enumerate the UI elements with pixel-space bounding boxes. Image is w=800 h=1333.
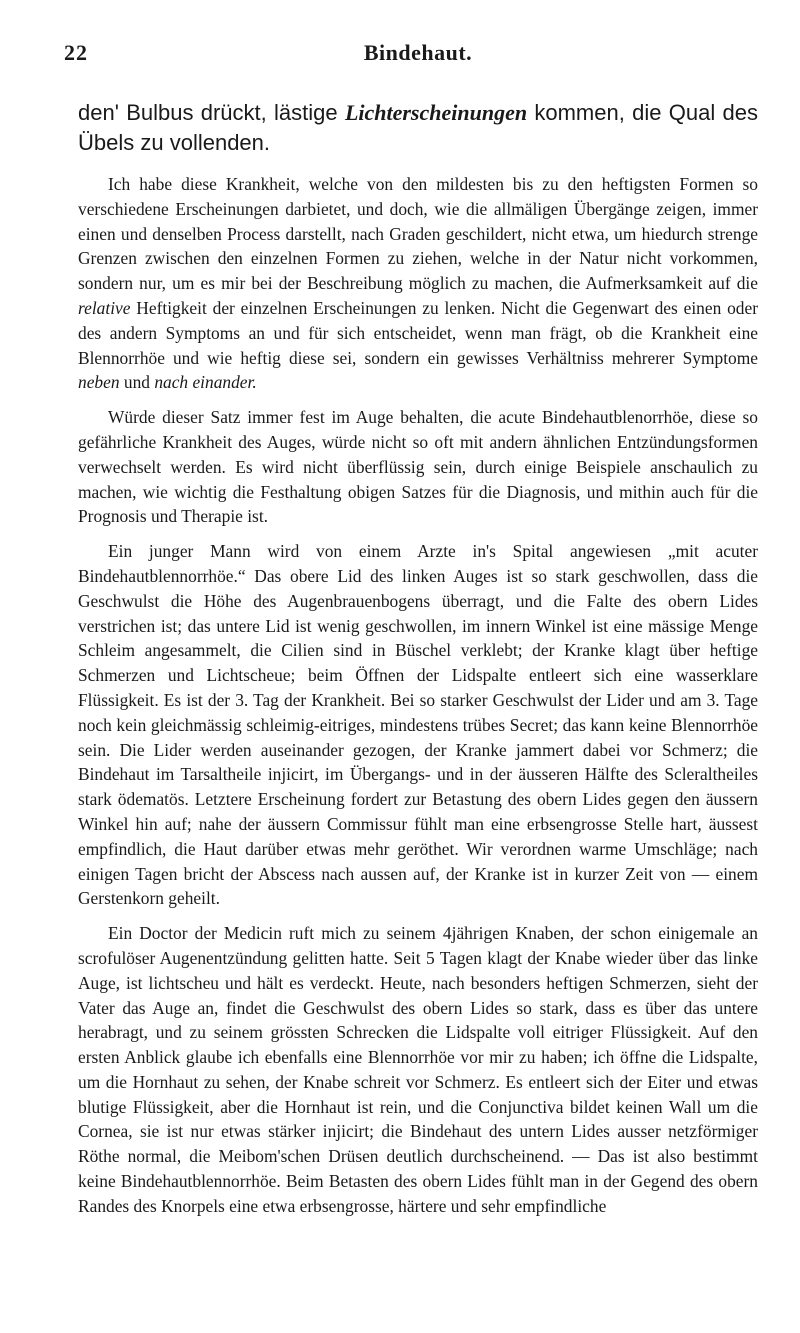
paragraph-1-part-c: und [119, 372, 155, 393]
running-head: Bindehaut. [363, 40, 473, 65]
paragraph-1-emphasis-nach-einander: nach einander. [154, 372, 257, 393]
paragraph-1-part-a: Ich habe diese Krankheit, welche von den mildesten bis zu den heftigsten Formen so verschiedene Erscheinungen darbietet, und doch, wie die allmäligen Übergänge zeigen, immer einen und denselben Process darstellt, nach Graden geschildert, nicht etwa, um hiedurch strenge Grenzen zwischen den einzelnen Formen zu ziehen, welche in der Natur nicht vorkommen, sondern nur, um es mir bei der Beschreibung möglich zu machen, die Aufmerksamkeit auf die [78, 174, 758, 294]
paragraph-1-emphasis-relative: relative [78, 297, 131, 318]
lead-text-start: den' Bulbus drückt, lästige [78, 100, 345, 125]
paragraph-3: Ein junger Mann wird von einem Arzte in's Spital angewiesen „mit acuter Bindehautblennorrhöe.“ Das obere Lid des linken Auges ist so stark geschwollen, dass die Geschwulst die Höhe des Augenbrauenbogens überragt, und die Falte des obern Lides verstrichen ist; das untere Lid ist wenig geschwollen, im innern Winkel ist eine mässige Menge Schleim angesammelt, die Cilien sind in Büschel verklebt; der Kranke klagt über heftige Schmerzen und Lichtscheue; beim Öffnen der Lidspalte entleert sich eine wasserklare Flüssigkeit. Es ist der 3. Tag der Krankheit. Bei so starker Geschwulst der Lider und am 3. Tage noch kein gleichmässig schleimig-eitriges, mindestens trübes Secret; das kann keine Blennorrhöe sein. Die Lider werden auseinander gezogen, der Kranke jammert dabei vor Schmerz; die Bindehaut im Tarsaltheile injicirt, im Übergangs- und in der äusseren Hälfte des Scleraltheiles stark ödematös. Letztere Erscheinung fordert zur Betastung des obern Lides gegen den äussern Winkel hin auf; nahe der äussern Commissur fühlt man eine erbsengrosse Stelle hart, äussest empfindlich, die Haut darüber etwas mehr geröthet. Wir verordnen warme Umschläge; nach einigen Tagen bricht der Abscess nach aussen auf, der Kranke ist in kurzer Zeit von — einem Gerstenkorn geheilt. [78, 541, 758, 909]
lead-text-end: kommen, die Qual des Übels zu vollenden. [78, 100, 758, 155]
paragraph-4: Ein Doctor der Medicin ruft mich zu seinem 4jährigen Knaben, der schon einigemale an scrofulöser Augenentzündung gelitten hatte. Seit 5 Tagen klagt der Knabe wieder über das linke Auge, ist lichtscheu und hält es verdeckt. Heute, nach besonders heftigen Schmerzen, sieht der Vater das Auge an, findet die Geschwulst des obern Lides so stark, dass es über das untere herabragt, und zu seinem grössten Schrecken die Lidspalte voll eitriger Flüssigkeit. Auf den ersten Anblick glaube ich ebenfalls eine Blennorrhöe vor mir zu haben; ich öffne die Lidspalte, um die Hornhaut zu sehen, der Knabe schreit vor Schmerz. Es entleert sich der Eiter und etwas blutige Flüssigkeit, aber die Hornhaut ist rein, und die Conjunctiva bildet keinen Wall um die Cornea, sie ist nur etwas stärker injicirt; die Bindehaut des untern Lides ausser netzförmiger Röthe normal, die Meibom'schen Drüsen deutlich durchscheinend. — Das ist also bestimmt keine Bindehautblennorrhöe. Beim Betasten des obern Lides fühlt man in der Gegend des obern Randes des Knorpels eine etwa erbsengrosse, härtere und sehr empfindliche [78, 923, 758, 1216]
page-number: 22 [64, 40, 88, 65]
paragraph-1 [78, 172, 758, 395]
continuation-paragraph [78, 98, 758, 158]
book-page [64, 40, 758, 1223]
paragraph-1-part-b: Heftigkeit der einzelnen Erscheinungen zu lenken. Nicht die Gegenwart des einen oder des andern Symptoms an und für sich entscheidet, wenn man frägt, ob die Krankheit eine Blennorrhöe und wie heftig diese sei, sondern ein gewisses Verhältniss mehrerer Symptome [78, 297, 758, 368]
paragraph-2: Würde dieser Satz immer fest im Auge behalten, die acute Bindehautblenorrhöe, diese so gefährliche Krankheit des Auges, würde nicht so oft mit andern ähnlichen Entzündungsformen verwechselt werden. Es wird nicht überflüssig sein, durch einige Beispiele anschaulich zu machen, wie wichtig die Festhaltung obigen Satzes für die Diagnosis, und mithin auch für die Prognosis und Therapie ist. [78, 407, 758, 527]
lead-emphasis: Lichterscheinungen [344, 100, 528, 125]
paragraph-1-emphasis-neben: neben [78, 372, 120, 393]
page-header [64, 40, 758, 78]
